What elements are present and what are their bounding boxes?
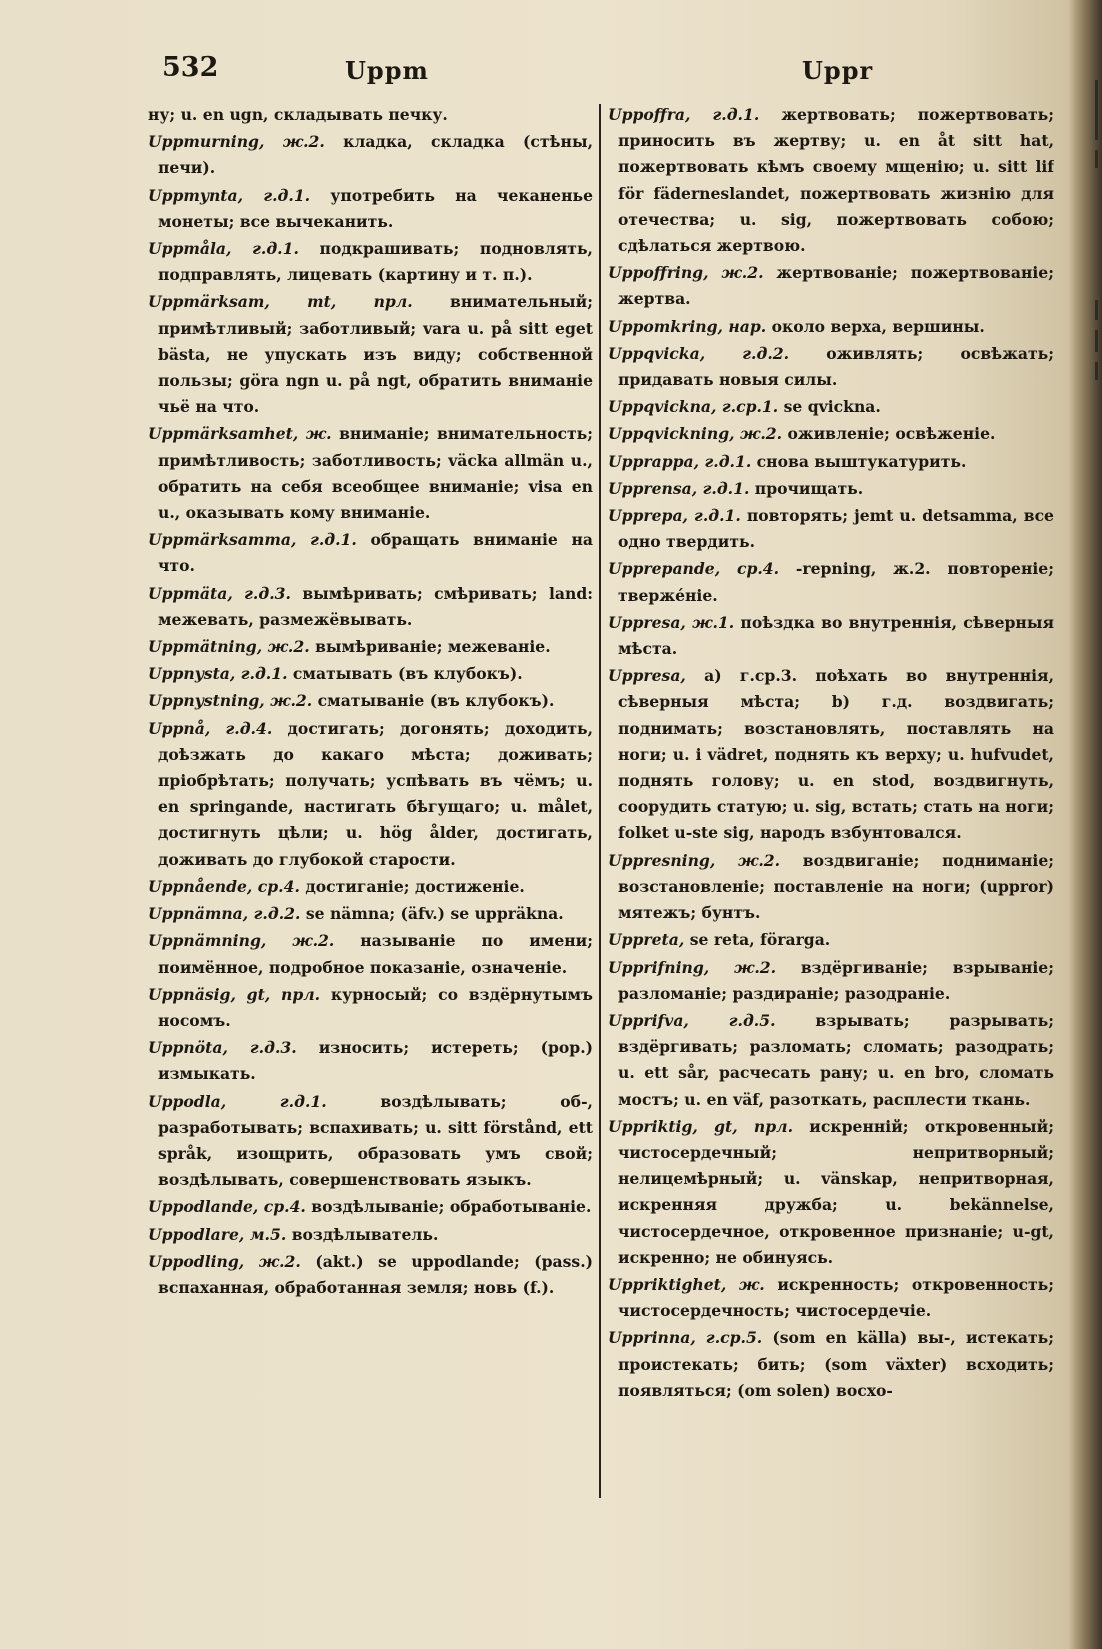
entry-headword: Uppomkring, нар. [608, 316, 767, 336]
dictionary-entry [608, 421, 1054, 447]
dictionary-entry [148, 289, 593, 420]
entry-headword: Upprifning, ж.2. [608, 957, 777, 977]
dictionary-entry [148, 928, 593, 980]
dictionary-entry [148, 982, 593, 1034]
entry-definition: около верха, вершины. [766, 316, 985, 336]
dictionary-entry [608, 314, 1054, 340]
entry-definition: (som en källa) вы-, истекать; проистекать; бить; (som växter) всходить; появляться; (om solen) восхо- [618, 1328, 1054, 1400]
entry-definition: износить; истереть; (pop.) измыкать. [158, 1038, 593, 1084]
entry-headword: Uppqvickning, ж.2. [608, 424, 783, 444]
entry-headword: Uppnöta, г.д.3. [148, 1038, 297, 1058]
entry-definition: искренность; откровенность; чистосердечность; чистосердечіе. [618, 1274, 1054, 1321]
entry-headword: Uppnysta, г.д.1. [148, 664, 288, 684]
entry-definition: se qvickna. [778, 397, 881, 417]
dictionary-entry [608, 848, 1054, 927]
dictionary-entry [608, 1114, 1054, 1271]
entry-headword: Uppoffra, г.д.1. [608, 105, 760, 124]
entry-definition: курносый; со вздёрнутымъ носомъ. [158, 984, 593, 1030]
entry-definition: снова выштукатурить. [751, 451, 967, 471]
entry-definition: жертвовать; пожертвовать; приносить въ жертву; u. en åt sitt hat, пожертвовать кѣмъ своему мщенію; u. sitt lif för fäderneslandet, пожертвовать жизнію для отечества; u. sig, пожертвовать собою; сдѣлаться жертвою. [618, 105, 1054, 256]
right-running-head: Uppr [802, 56, 874, 85]
entry-headword: Uppnå, г.д.4. [148, 718, 273, 738]
entry-definition: вымѣривать; смѣривать; land: межевать, размежёвывать. [158, 583, 593, 629]
edge-mark [1095, 362, 1098, 380]
entry-definition: достиганіе; достиженіе. [299, 876, 525, 896]
dictionary-entry [608, 341, 1054, 393]
entry-definition: воздѣлываніе; обработываніе. [305, 1197, 592, 1217]
dictionary-entry [148, 183, 593, 235]
left-running-head: Uppm [345, 56, 429, 85]
entry-definition: оживленіе; освѣженіе. [782, 424, 996, 444]
entry-definition: прочищать. [749, 478, 864, 498]
dictionary-entry [608, 663, 1054, 846]
entry-headword: Uppnämning, ж.2. [148, 931, 335, 951]
dictionary-entry [608, 260, 1054, 312]
entry-definition: воздвиганіе; подниманіе; возстановленіе; поставленіе на ноги; (uppror) мятежъ; бунтъ. [618, 850, 1054, 923]
entry-definition: se nämna; (äfv.) se uppräkna. [300, 904, 564, 924]
entry-definition: воздѣлывать; об-, разработывать; вспахивать; u. sitt förstånd, ett språk, изощрить, образовать умъ свой; воздѣлывать, совершенствовать языкъ. [158, 1091, 593, 1190]
page-number: 532 [162, 52, 219, 83]
entry-headword: Uppmåla, г.д.1. [148, 239, 299, 259]
dictionary-entry [148, 634, 593, 660]
dictionary-entry [148, 716, 593, 873]
entry-headword: Uppmärksamma, г.д.1. [148, 530, 357, 550]
entry-definition: взрывать; разрывать; вздёргивать; разломать; сломать; разодрать; u. ett sår, расчесать рану; u. en bro, сломать мостъ; u. en väf, разоткать, расплести ткань. [618, 1010, 1054, 1109]
entry-definition: повторять; jemt u. detsamma, все одно твердить. [618, 506, 1054, 552]
entry-headword: Uppnående, ср.4. [148, 876, 300, 896]
entry-headword: Uppodla, г.д.1. [148, 1091, 327, 1111]
dictionary-entry [608, 394, 1054, 420]
dictionary-entry [608, 610, 1054, 662]
entry-definition: -repning, ж.2. повтореніе; твержéніе. [618, 559, 1054, 605]
entry-definition: достигать; догонять; доходить, доѣзжать до какаго мѣста; доживать; пріобрѣтать; получать; успѣвать въ чёмъ; u. en springande, настигать бѣгущаго; u. målet, достигнуть цѣли; u. hög ålder, достигать, доживать до глубокой старости. [158, 718, 593, 869]
entry-headword: Uppoffring, ж.2. [608, 263, 764, 283]
entry-headword: Uppnämna, г.д.2. [148, 904, 301, 924]
entry-definition: искренній; откровенный; чистосердечный; непритворный; нелицемѣрный; u. vänskap, непритворная, искренняя дружба; u. bekännelse, чистосердечное, откровенное признаніе; u-gt, искренно; не обинуясь. [618, 1116, 1054, 1267]
entry-headword: Uppresning, ж.2. [608, 850, 781, 870]
column-divider [599, 104, 601, 1498]
dictionary-entry [148, 1249, 593, 1301]
dictionary-entry [148, 661, 593, 687]
entry-headword: Uppmäta, г.д.3. [148, 583, 291, 603]
dictionary-entry [148, 129, 593, 181]
dictionary-entry [608, 927, 1054, 953]
dictionary-entry [148, 527, 593, 579]
right-column [608, 102, 1054, 1502]
entry-headword: Upprensa, г.д.1. [608, 478, 750, 498]
entry-definition: внимательный; примѣтливый; заботливый; vara u. på sitt eget bästa, не упускать изъ виду; собственной пользы; göra ngn u. på ngt, обратить вниманіе чьё на что. [158, 292, 593, 417]
dictionary-entry [148, 581, 593, 633]
edge-mark [1095, 80, 1098, 140]
dictionary-entry [148, 421, 593, 526]
entry-headword: Uppmärksam, mt, прл. [148, 292, 413, 312]
dictionary-entry [608, 449, 1054, 475]
dictionary-entry [148, 901, 593, 927]
entry-definition: вымѣриваніе; межеваніе. [309, 637, 551, 657]
entry-headword: Uppriktighet, ж. [608, 1274, 765, 1294]
edge-mark [1095, 300, 1098, 320]
dictionary-entry [608, 955, 1054, 1007]
entry-definition: называніе по имени; поимённое, подробное показаніе, означеніе. [158, 931, 593, 977]
dictionary-entry [148, 688, 593, 714]
entry-headword: Uppnystning, ж.2. [148, 691, 313, 711]
dictionary-entry [148, 1089, 593, 1194]
entry-definition: вздёргиваніе; взрываніе; разломаніе; раздираніе; разодраніе. [618, 957, 1054, 1003]
dictionary-entry [608, 102, 1054, 259]
entry-definition: воздѣлыватель. [286, 1224, 439, 1244]
entry-headword: Uppresa, [608, 666, 686, 686]
dictionary-entry [608, 1325, 1054, 1404]
page-header [0, 48, 1060, 88]
entry-headword: Uppreta, [608, 930, 685, 950]
entry-headword: Uppmurning, ж.2. [148, 132, 325, 152]
entry-definition: подкрашивать; подновлять, подправлять, лицевать (картину и т. п.). [158, 239, 593, 285]
entry-definition: оживлять; освѣжать; придавать новыя силы. [618, 343, 1054, 390]
entry-definition: a) г.ср.3. поѣхать во внутреннія, сѣверныя мѣста; b) г.д. воздвигать; поднимать; возстановлять, поставлять на ноги; u. i vädret, поднять къ верху; u. hufvudet, поднять голову; u. en stod, воздвигнуть, соорудить статую; u. sig, встать; стать на ноги; folket u-ste sig, народъ взбунтовался. [618, 666, 1054, 843]
entry-headword: Uppodling, ж.2. [148, 1251, 301, 1271]
entry-headword: Upprepande, ср.4. [608, 559, 780, 579]
left-column [148, 102, 593, 1502]
entry-headword: Uppmärksamhet, ж. [148, 424, 332, 444]
entry-headword: Uppmynta, г.д.1. [148, 185, 311, 205]
entry-headword: Uppqvickna, г.ср.1. [608, 397, 779, 417]
entry-definition: ну; u. en ugn, складывать печку. [148, 105, 448, 124]
dictionary-entry [148, 1222, 593, 1248]
dictionary-entry [148, 102, 593, 128]
entry-definition: (akt.) se uppodlande; (pass.) вспаханная, обработанная земля; новь (f.). [158, 1251, 593, 1297]
entry-headword: Upprinna, г.ср.5. [608, 1328, 763, 1348]
book-spine-shadow [1068, 0, 1102, 1649]
entry-headword: Upprepa, г.д.1. [608, 506, 741, 526]
dictionary-entry [608, 503, 1054, 555]
entry-headword: Uppriktig, gt, прл. [608, 1116, 794, 1136]
edge-mark [1095, 330, 1098, 352]
dictionary-entry [148, 1194, 593, 1220]
entry-headword: Uppresa, ж.1. [608, 612, 735, 632]
entry-definition: кладка, складка (стѣны, печи). [158, 132, 593, 178]
dictionary-entry [148, 1035, 593, 1087]
entry-headword: Upprifva, г.д.5. [608, 1010, 776, 1030]
edge-mark [1095, 150, 1098, 168]
entry-definition: вниманіе; внимательность; примѣтливость; заботливость; väcka allmän u., обратить на себя всеобщее вниманіе; visa en u., оказывать кому вниманіе. [158, 424, 593, 523]
dictionary-entry [608, 1008, 1054, 1113]
entry-headword: Uppmätning, ж.2. [148, 637, 310, 657]
entry-headword: Uppqvicka, г.д.2. [608, 343, 790, 363]
dictionary-entry [148, 236, 593, 288]
entry-definition: обращать вниманіе на что. [158, 530, 593, 576]
entry-headword: Uppnäsig, gt, прл. [148, 984, 321, 1004]
dictionary-entry [148, 874, 593, 900]
entry-headword: Uppodlare, м.5. [148, 1224, 287, 1244]
entry-definition: жертвованіе; пожертвованіе; жертва. [618, 263, 1054, 309]
dictionary-entry [608, 1272, 1054, 1324]
entry-definition: сматываніе (въ клубокъ). [312, 691, 555, 711]
entry-definition: поѣздка во внутреннія, сѣверныя мѣста. [618, 612, 1054, 659]
entry-headword: Upprappa, г.д.1. [608, 451, 752, 471]
entry-definition: se reta, förarga. [684, 930, 831, 950]
dictionary-entry [608, 476, 1054, 502]
dictionary-entry [608, 556, 1054, 608]
entry-definition: сматывать (въ клубокъ). [287, 664, 523, 684]
entry-headword: Uppodlande, ср.4. [148, 1197, 306, 1217]
entry-definition: употребить на чеканенье монеты; все вычеканить. [158, 185, 593, 231]
